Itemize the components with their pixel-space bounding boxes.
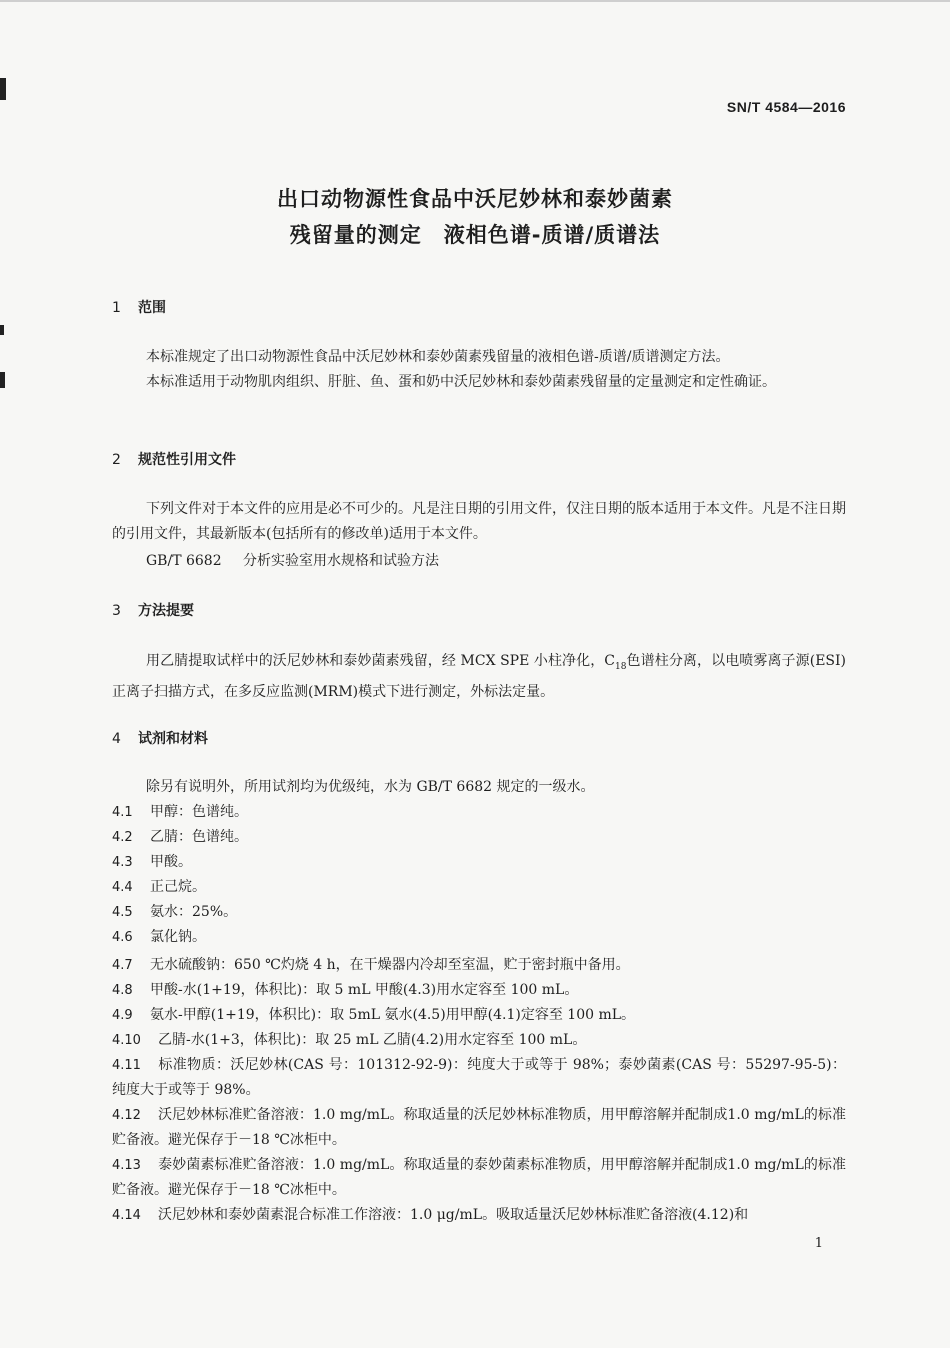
item-number: 4.2 — [112, 830, 133, 845]
standard-number: SN/T 4584—2016 — [726, 99, 846, 115]
page-number: 1 — [814, 1236, 823, 1251]
reference-title: 分析实验室用水规格和试验方法 — [243, 553, 439, 569]
text-run: 色谱柱分离，以电喷雾离子源(ESI)正离子扫描方式，在多反应监测(MRM)模式下进行测定，外标法定量。 — [112, 653, 846, 700]
item-number: 4.13 — [112, 1158, 141, 1173]
item-text: 泰妙菌素标准贮备溶液：1.0 mg/mL。称取适量的泰妙菌素标准物质，用甲醇溶解并配制成1.0 mg/mL的标准贮备液。避光保存于－18 ℃冰柜中。 — [112, 1157, 846, 1198]
item-number: 4.6 — [112, 930, 133, 945]
scan-edge — [0, 0, 950, 2]
item-number: 4.11 — [112, 1058, 141, 1073]
item-number: 4.12 — [112, 1108, 141, 1123]
item-number: 4.4 — [112, 880, 133, 895]
item-number: 4.9 — [112, 1008, 133, 1023]
list-item — [112, 900, 846, 925]
text-run: 用乙腈提取试样中的沃尼妙林和泰妙菌素残留，经 MCX SPE 小柱净化，C — [146, 653, 616, 669]
reference-code: GB/T 6682 — [146, 553, 222, 569]
section-number: 2 — [112, 452, 121, 468]
list-item — [112, 925, 846, 950]
section-2-heading — [112, 449, 236, 469]
scan-mark — [0, 372, 5, 388]
item-text: 乙腈：色谱纯。 — [150, 829, 248, 845]
item-text: 氯化钠。 — [150, 929, 206, 945]
list-item — [112, 875, 846, 900]
section-4-heading — [112, 728, 208, 748]
item-text: 甲酸。 — [150, 854, 192, 870]
section-number: 4 — [112, 731, 121, 747]
item-text: 沃尼妙林标准贮备溶液：1.0 mg/mL。称取适量的沃尼妙林标准物质，用甲醇溶解并配制成1.0 mg/mL的标准贮备液。避光保存于－18 ℃冰柜中。 — [112, 1107, 846, 1148]
subscript: 18 — [615, 661, 627, 672]
paragraph: 下列文件对于本文件的应用是必不可少的。凡是注日期的引用文件，仅注日期的版本适用于本文件。凡是不注日期的引用文件，其最新版本(包括所有的修改单)适用于本文件。 — [112, 501, 846, 542]
item-text: 标准物质：沃尼妙林(CAS 号：101312-92-9)：纯度大于或等于 98%；泰妙菌素(CAS 号：55297-95-5)：纯度大于或等于 98%。 — [112, 1057, 846, 1098]
section-title: 范围 — [138, 300, 166, 316]
item-text: 氨水-甲醇(1+19，体积比)：取 5mL 氨水(4.5)用甲醇(4.1)定容至 100 mL。 — [150, 1007, 636, 1023]
list-item — [112, 1153, 846, 1203]
list-item — [112, 1028, 846, 1053]
paragraph: 本标准适用于动物肌肉组织、肝脏、鱼、蛋和奶中沃尼妙林和泰妙菌素残留量的定量测定和定性确证。 — [146, 374, 776, 390]
section-number: 3 — [112, 603, 121, 619]
item-number: 4.7 — [112, 958, 133, 973]
section-3-heading — [112, 600, 194, 620]
list-item — [112, 825, 846, 850]
item-number: 4.1 — [112, 805, 133, 820]
section-title: 试剂和材料 — [138, 731, 208, 747]
item-text: 氨水：25%。 — [150, 904, 238, 920]
normative-reference — [146, 550, 439, 570]
section-title: 方法提要 — [138, 603, 194, 619]
section-number: 1 — [112, 300, 121, 316]
paragraph: 本标准规定了出口动物源性食品中沃尼妙林和泰妙菌素残留量的液相色谱-质谱/质谱测定方法。 — [146, 349, 730, 365]
item-number: 4.8 — [112, 983, 133, 998]
item-text: 甲酸-水(1+19，体积比)：取 5 mL 甲酸(4.3)用水定容至 100 mL。 — [150, 982, 579, 998]
document-title-line2: 残留量的测定 液相色谱-质谱/质谱法 — [289, 223, 661, 247]
item-number: 4.3 — [112, 855, 133, 870]
item-text: 甲醇：色谱纯。 — [150, 804, 248, 820]
item-number: 4.10 — [112, 1033, 141, 1048]
item-number: 4.14 — [112, 1208, 141, 1223]
item-text: 正己烷。 — [150, 879, 206, 895]
list-item — [112, 850, 846, 875]
section-title: 规范性引用文件 — [138, 452, 236, 468]
scan-mark — [0, 78, 6, 100]
scan-mark — [0, 325, 4, 335]
paragraph — [112, 649, 846, 705]
item-number: 4.5 — [112, 905, 133, 920]
list-item — [112, 953, 846, 978]
item-text: 乙腈-水(1+3，体积比)：取 25 mL 乙腈(4.2)用水定容至 100 mL。 — [158, 1032, 587, 1048]
list-item — [112, 1003, 846, 1028]
list-item — [112, 1203, 846, 1228]
section-1-heading — [112, 297, 166, 317]
list-item — [112, 800, 846, 825]
list-item — [112, 1103, 846, 1153]
paragraph: 除另有说明外，所用试剂均为优级纯，水为 GB/T 6682 规定的一级水。 — [146, 779, 595, 795]
document-title-line1: 出口动物源性食品中沃尼妙林和泰妙菌素 — [277, 187, 673, 211]
list-item — [112, 1053, 846, 1103]
item-text: 沃尼妙林和泰妙菌素混合标准工作溶液：1.0 μg/mL。吸取适量沃尼妙林标准贮备溶液(4.12)和 — [158, 1207, 749, 1223]
list-item — [112, 978, 846, 1003]
item-text: 无水硫酸钠：650 ℃灼烧 4 h，在干燥器内冷却至室温，贮于密封瓶中备用。 — [150, 957, 630, 973]
